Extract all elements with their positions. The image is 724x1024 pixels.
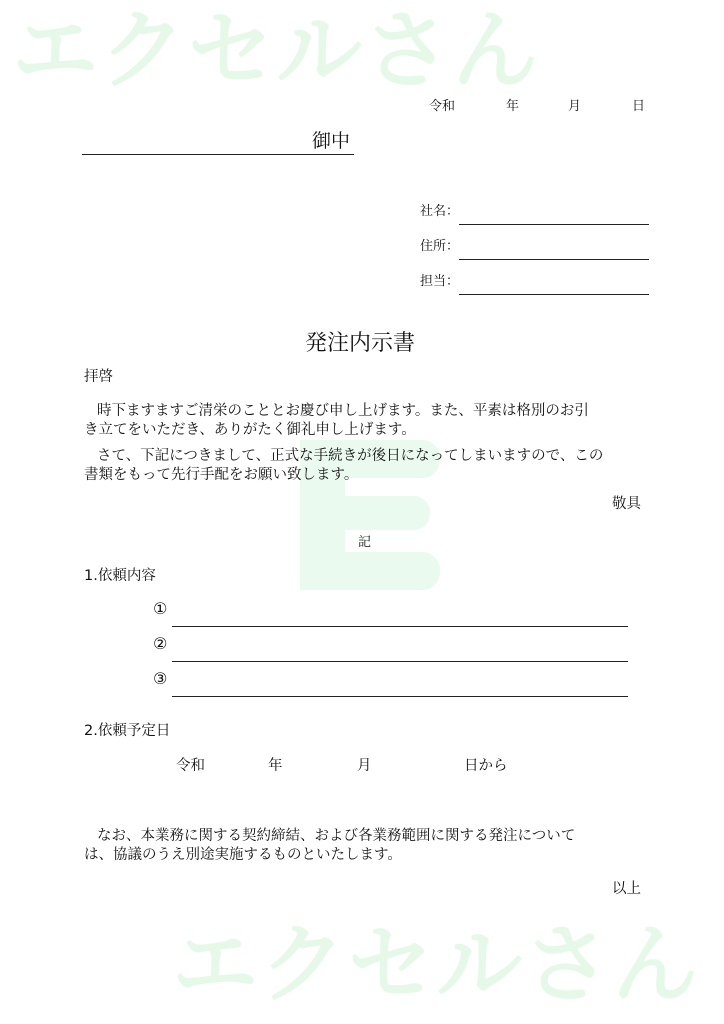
- closing-keigu: 敬具: [612, 496, 641, 512]
- paragraph2-line2: 書類をもって先行手配をお願い致します。: [84, 467, 359, 483]
- document-title: 発注内示書: [305, 331, 416, 356]
- item-marker-3: ③: [153, 669, 168, 688]
- date-year: 年: [506, 99, 520, 114]
- item-marker-1: ①: [153, 599, 168, 618]
- date-month: 月: [568, 99, 582, 114]
- schedule-year: 年: [268, 758, 283, 774]
- address-label: 住所：: [420, 239, 460, 254]
- person-line: [459, 294, 649, 295]
- item-line-3: [172, 696, 628, 697]
- ending-ijou: 以上: [612, 881, 641, 897]
- address-line: [459, 259, 649, 260]
- item-marker-2: ②: [153, 634, 168, 653]
- note-line2: は、協議のうえ別途実施するものといたします。: [84, 847, 402, 863]
- paragraph1-line2: き立てをいただき、ありがたく御礼申し上げます。: [84, 422, 416, 438]
- paragraph1-line1: 時下ますますご清栄のこととお慶び申し上げます。また、平素は格別のお引: [97, 403, 589, 419]
- paragraph2-line1: さて、下記につきまして、正式な手続きが後日になってしまいますので、この: [97, 448, 604, 464]
- section1-heading: 1.依頼内容: [84, 568, 156, 584]
- salutation: 拝啓: [84, 369, 113, 385]
- item-line-1: [172, 626, 628, 627]
- company-line: [459, 224, 649, 225]
- ki-label: 記: [358, 535, 372, 550]
- company-label: 社名：: [420, 204, 460, 219]
- section2-heading: 2.依頼予定日: [84, 723, 171, 739]
- recipient-suffix: 御中: [312, 130, 351, 152]
- note-line1: なお、本業務に関する契約締結、および各業務範囲に関する発注について: [97, 828, 576, 844]
- item-line-2: [172, 661, 628, 662]
- watermark-top: エクセルさん: [12, 1, 540, 101]
- schedule-month: 月: [357, 758, 372, 774]
- watermark-bottom: エクセルさん: [172, 915, 700, 1015]
- recipient-line: [82, 154, 354, 155]
- schedule-day-from: 日から: [464, 758, 508, 774]
- date-day: 日: [632, 99, 646, 114]
- person-label: 担当：: [420, 274, 460, 289]
- schedule-era: 令和: [176, 758, 205, 774]
- date-era: 令和: [429, 99, 456, 114]
